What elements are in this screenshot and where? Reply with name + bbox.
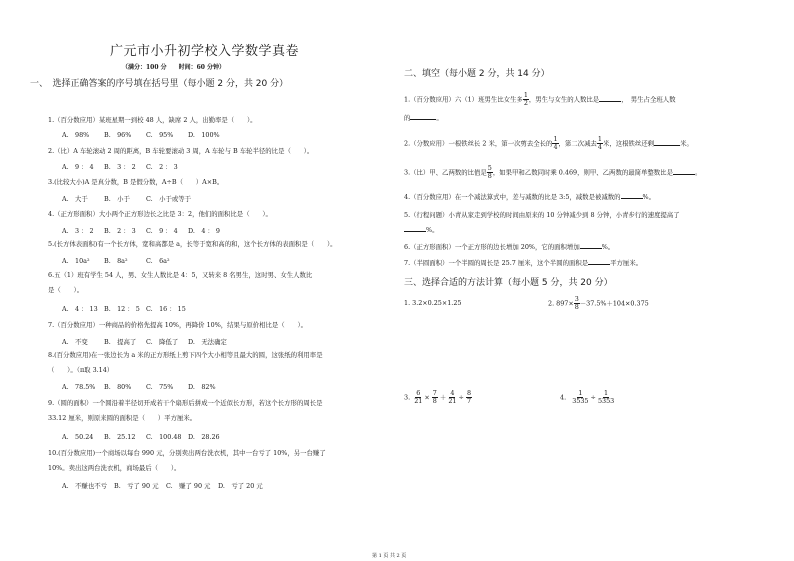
option-a[interactable]: A. 4 ： 13 xyxy=(62,305,98,313)
option-b[interactable]: B. 提高了 xyxy=(104,338,137,346)
answer-blank[interactable] xyxy=(410,119,436,120)
fraction: $\frac{5}{8}$ xyxy=(487,164,492,180)
fraction: $\frac{1}{2}$ xyxy=(523,91,528,107)
fill-question-5-cont: %。 xyxy=(404,226,438,234)
fraction: $\frac{3}{8}$ xyxy=(574,295,579,311)
calc-question-4: 4. $\frac{1}{3535}$ ÷ $\frac{1}{5353}$ xyxy=(560,389,615,405)
option-b[interactable]: B. 8a² xyxy=(104,257,128,265)
option-c[interactable]: C. 小于或等于 xyxy=(146,195,192,203)
calc-question-3: 3. $\frac{6}{21}$ × $\frac{7}{8}$ ＋ $\frac{4}{21}$ ÷ $\frac{8}{7}$ xyxy=(404,389,472,405)
answer-blank[interactable] xyxy=(621,198,643,199)
question-2-options xyxy=(62,162,188,171)
question-9: 9.（圆的面积）一个圆沿着半径切开成若干个扇形后拼成一个近似长方形，若这个长方形的周长是 xyxy=(48,399,323,407)
question-6-cont: 是（ ）。 xyxy=(48,286,84,294)
page-title: 广元市小升初学校入学数学真卷 xyxy=(110,44,300,59)
question-10: 10.(百分数应用)一个商场以每台 990 元，分别卖出两台洗衣机，其中一台亏了 10%，另一台赚了 xyxy=(48,449,326,457)
fraction: $\frac{1}{3535}$ xyxy=(572,389,589,405)
fraction: $\frac{1}{4}$ xyxy=(597,135,602,151)
option-c[interactable]: C. 100.48 xyxy=(146,433,182,441)
fill-question-6: 6.（正方形面积）一个正方形的边长增加 20%，它的面积增加 %。 xyxy=(404,243,615,251)
fill-question-2: 2.（分数应用）一根铁丝长 2 米，第一次剪去全长的 $\frac{1}{4}$ ，第二次减去 $\frac{1}{4}$ 米，这根铁丝还剩 米。 xyxy=(404,135,693,151)
question-7: 7.（百分数应用）一种商品的价格先提高 10%，再降价 10%，结果与原价相比是（ ）。 xyxy=(48,321,308,329)
question-2: 2.（比）A 车轮滚动 2 周的距离，B 车轮要滚动 3 周，A 车轮与 B 车轮半径的比是（ ）。 xyxy=(48,147,314,155)
calc-question-1: 1. 3.2×0.25×1.25 xyxy=(404,299,462,307)
option-b[interactable]: B. 3 ： 2 xyxy=(104,163,136,171)
question-8-cont: （ ）。（π取 3.14） xyxy=(48,366,114,374)
option-b[interactable]: B. 小于 xyxy=(104,195,130,203)
question-8: 8.(百分数应用)在一张边长为 a 米的正方形纸上剪下四个大小相等且最大的圆，这张纸的利用率是 xyxy=(48,351,323,359)
option-a[interactable]: A. 9 ： 4 xyxy=(62,163,94,171)
question-6: 6.五（1）班有学生 54 人，男、女生人数比是 4：5，又转来 8 名男生，这时男、女生人数比 xyxy=(48,271,313,279)
option-b[interactable]: B. 亏了 90 元 xyxy=(114,482,159,490)
section1-heading: 一、 选择正确答案的序号填在括号里（每小题 2 分，共 20 分） xyxy=(30,79,289,89)
fraction: $\frac{4}{21}$ xyxy=(448,389,457,405)
option-d[interactable]: D. 28.26 xyxy=(188,433,220,441)
question-10-options xyxy=(62,481,270,490)
fraction: $\frac{1}{5353}$ xyxy=(597,389,615,405)
question-6-options xyxy=(62,304,188,313)
option-b[interactable]: B. 25.12 xyxy=(104,433,136,441)
option-b[interactable]: B. 12 ： 5 xyxy=(104,305,140,313)
question-5: 5.(长方体表面积)有一个长方体，宽和高都是 a，长等于宽和高的和，这个长方体的表面积是（ ）。 xyxy=(48,240,337,248)
question-9-cont: 33.12 厘米，则原来圆的面积是（ ）平方厘米。 xyxy=(48,414,197,422)
option-b[interactable]: B. 2 ： 3 xyxy=(104,227,136,235)
fraction: $\frac{1}{4}$ xyxy=(553,135,558,151)
fill-question-5: 5.（行程问题）小青从家走到学校的时间由原来的 10 分钟减少到 8 分钟，小青步行的速度提高了 xyxy=(404,211,680,219)
question-8-options xyxy=(62,382,230,391)
option-c[interactable]: C. 9 ： 4 xyxy=(146,227,178,235)
option-c[interactable]: C. 75% xyxy=(146,383,174,391)
fraction: $\frac{8}{7}$ xyxy=(466,389,472,405)
section3-heading: 三、选择合适的方法计算（每小题 5 分，共 20 分） xyxy=(404,278,613,288)
question-3: 3.(比较大小)A 是真分数，B 是假分数，A÷B（ ）A×B。 xyxy=(48,178,224,186)
question-9-options xyxy=(62,432,230,441)
option-a[interactable]: A. 不变 xyxy=(62,338,88,346)
option-d[interactable]: D. 无法确定 xyxy=(188,338,227,346)
fraction: $\frac{6}{21}$ xyxy=(414,389,423,405)
option-c[interactable]: C. 16 ： 15 xyxy=(146,305,186,313)
option-a[interactable]: A. 3 ： 2 xyxy=(62,227,94,235)
question-10-cont: 10%。卖出这两台洗衣机，商场最后（ ）。 xyxy=(48,464,181,472)
question-7-options xyxy=(62,337,230,346)
fraction: $\frac{7}{8}$ xyxy=(432,389,437,405)
option-c[interactable]: C. 降低了 xyxy=(146,338,179,346)
fill-question-7: 7.（半圆面积）一个半圆的周长是 25.7 厘米，这个半圆的面积是 平方厘米。 xyxy=(404,259,643,267)
option-a[interactable]: A. 50.24 xyxy=(62,433,94,441)
option-d[interactable]: D. 100% xyxy=(188,131,220,139)
fill-question-3: 3.（比）甲、乙两数的比值是 $\frac{5}{8}$ ，如果甲和乙数同时乘 0.469，则甲、乙两数的最简单整数比是 。 xyxy=(404,164,702,180)
option-c[interactable]: C. 赚了 90 元 xyxy=(166,482,211,490)
fill-question-4: 4.（百分数应用）在一个减法算式中，差与减数的比是 3:5，减数是被减数的 %。 xyxy=(404,193,655,201)
option-a[interactable]: A. 10a² xyxy=(62,257,90,265)
question-4: 4.（正方形面积）大小两个正方形边长之比是 3：2，他们的面积比是（ ）。 xyxy=(48,210,272,218)
page-footer: 第 1 页 共 2 页 xyxy=(372,553,407,559)
answer-blank[interactable] xyxy=(599,101,621,102)
fill-question-1: 1.（百分数应用）六（1）班男生比女生多 $\frac{1}{2}$ ，男生与女生的人数比是 ， 男生占全班人数 xyxy=(404,91,676,107)
question-1-options xyxy=(62,130,230,139)
option-d[interactable]: D. 亏了 20 元 xyxy=(218,482,263,490)
option-a[interactable]: A. 大于 xyxy=(62,195,88,203)
question-3-options xyxy=(62,194,192,203)
option-a[interactable]: A. 98% xyxy=(62,131,90,139)
option-c[interactable]: C. 2 ： 3 xyxy=(146,163,178,171)
answer-blank[interactable] xyxy=(580,248,602,249)
option-d[interactable]: D. 82% xyxy=(188,383,216,391)
question-1: 1.（百分数应用）某班星期一到校 48 人，缺席 2 人，出勤率是（ ）。 xyxy=(48,116,257,124)
option-d[interactable]: D. 4 ： 9 xyxy=(188,227,220,235)
option-b[interactable]: B. 96% xyxy=(104,131,132,139)
calc-question-2: 2. 897× $\frac{3}{8}$ －37.5%＋104×0.375 xyxy=(548,295,649,311)
question-5-options xyxy=(62,256,188,265)
fill-question-1-cont: 的 。 xyxy=(404,114,443,122)
option-b[interactable]: B. 80% xyxy=(104,383,132,391)
exam-subtitle: （满分：100 分 时间：60 分钟） xyxy=(122,64,226,71)
answer-blank[interactable] xyxy=(673,174,695,175)
option-a[interactable]: A. 不赚也不亏 xyxy=(62,482,107,490)
option-c[interactable]: C. 95% xyxy=(146,131,174,139)
section2-heading: 二、填空（每小题 2 分，共 14 分） xyxy=(404,69,550,79)
answer-blank[interactable] xyxy=(654,145,680,146)
question-4-options xyxy=(62,226,230,235)
option-c[interactable]: C. 6a² xyxy=(146,257,170,265)
answer-blank[interactable] xyxy=(404,231,426,232)
answer-blank[interactable] xyxy=(588,264,610,265)
option-a[interactable]: A. 78.5% xyxy=(62,383,96,391)
